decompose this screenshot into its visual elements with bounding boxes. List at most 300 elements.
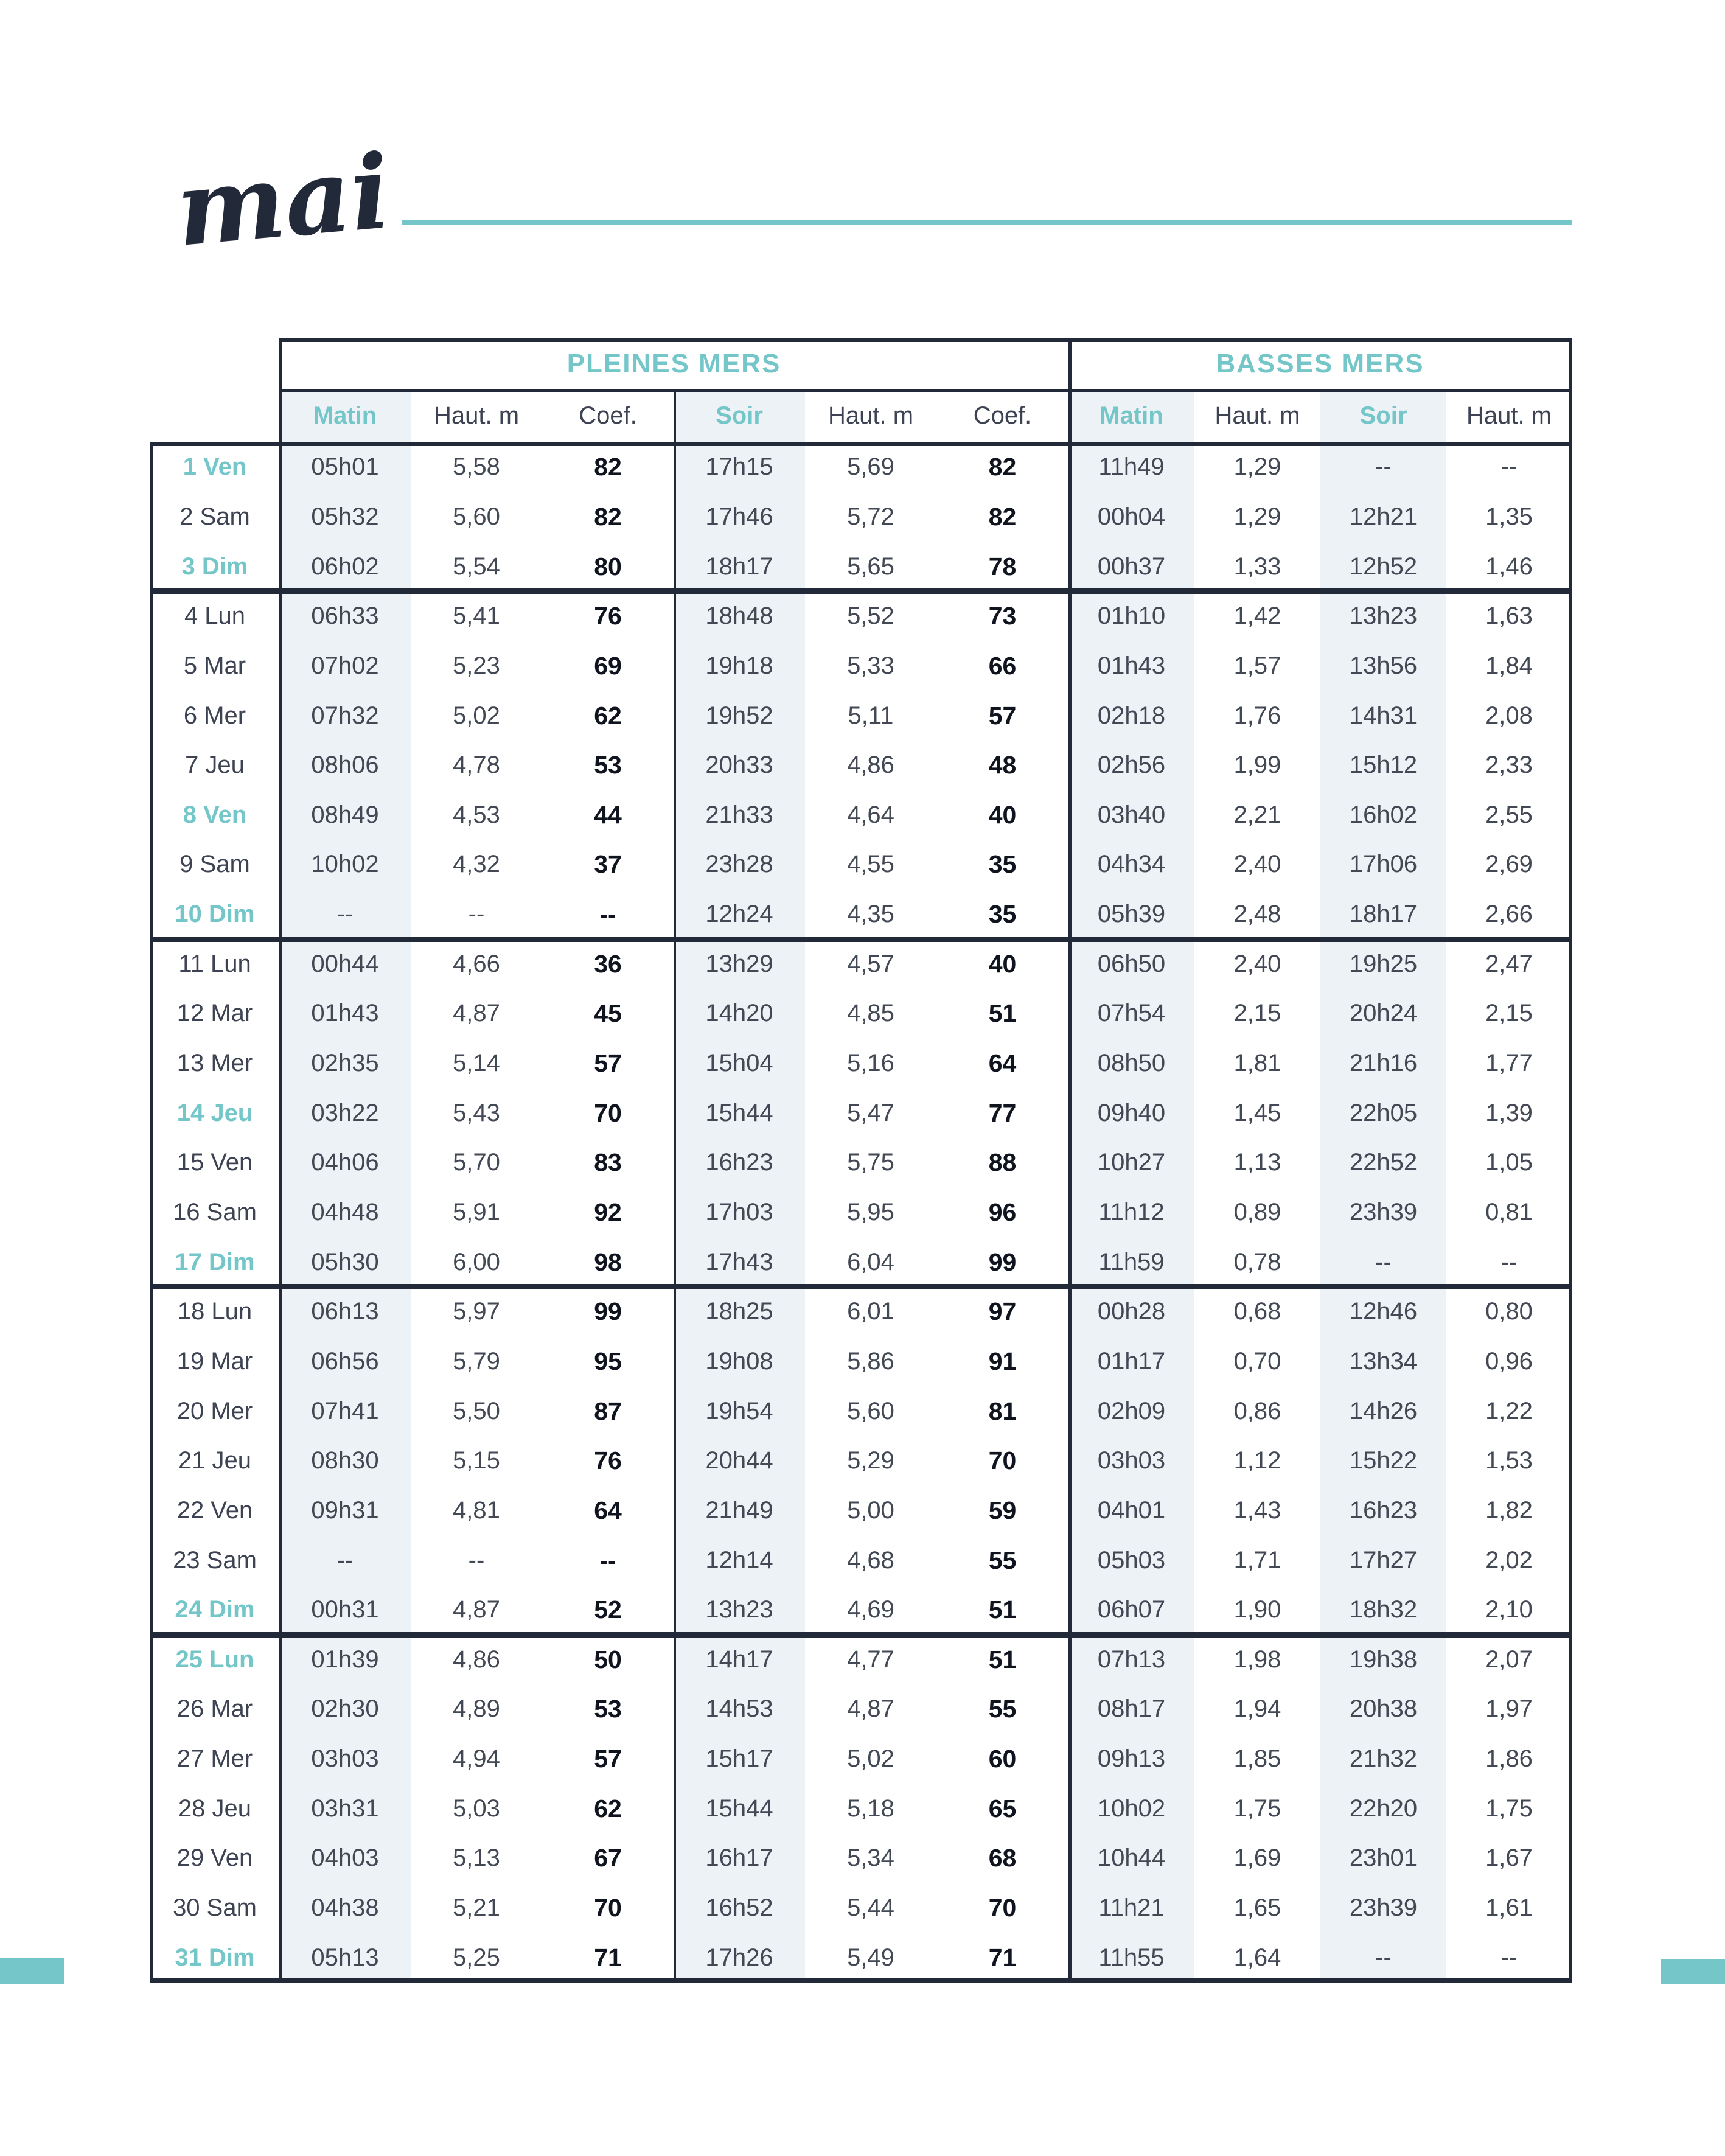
pm-matin-time: 07h02	[311, 652, 379, 679]
bm-soir-height: 1,35	[1485, 503, 1533, 530]
day-cell: 5 Mar	[183, 652, 246, 679]
pm-soir-coef: 99	[988, 1247, 1017, 1276]
pm-matin-coef: 71	[594, 1943, 622, 1972]
table-border-bottom	[150, 1978, 1572, 1983]
day-cell: 25 Lun	[175, 1645, 254, 1673]
bm-matin-height: 1,45	[1233, 1099, 1281, 1126]
pm-matin-height: 5,54	[453, 553, 500, 580]
pm-matin-time: 04h48	[311, 1198, 379, 1226]
day-cell: 26 Mar	[176, 1695, 253, 1723]
day-cell: 23 Sam	[173, 1546, 257, 1574]
col-header-soir: Soir	[716, 402, 763, 429]
bm-soir-time: 13h56	[1349, 652, 1418, 679]
pm-matin-time: 09h31	[311, 1496, 379, 1524]
table-border-left-daycol	[150, 442, 153, 1983]
pm-matin-time: 06h56	[311, 1347, 379, 1375]
day-cell: 9 Sam	[179, 851, 250, 878]
table-border-top	[279, 338, 1572, 342]
pm-matin-coef: 92	[594, 1198, 622, 1226]
bm-soir-time: 15h22	[1349, 1447, 1418, 1474]
pm-soir-height: 5,60	[847, 1397, 894, 1425]
bm-soir-height: --	[1500, 453, 1518, 481]
pm-matin-height: 4,87	[453, 1596, 500, 1624]
pm-matin-coef: 80	[594, 552, 622, 581]
pm-matin-time: 03h03	[311, 1745, 379, 1773]
bm-soir-time: 21h32	[1349, 1745, 1418, 1773]
bm-matin-time: 02h56	[1097, 752, 1166, 779]
pm-soir-time: 14h53	[705, 1695, 773, 1723]
pm-matin-coef: 99	[594, 1297, 622, 1326]
pm-soir-coef: 60	[988, 1745, 1017, 1773]
pm-soir-coef: 66	[988, 651, 1017, 680]
bm-matin-time: 11h59	[1098, 1248, 1165, 1275]
bm-soir-height: 0,81	[1485, 1198, 1533, 1226]
pm-soir-height: 6,01	[847, 1298, 894, 1325]
bm-matin-height: 0,78	[1233, 1248, 1281, 1275]
day-cell: 14 Jeu	[176, 1099, 253, 1126]
pm-soir-coef: 51	[988, 1645, 1017, 1673]
pm-matin-height: 5,14	[453, 1050, 500, 1077]
bm-soir-time: 19h38	[1349, 1645, 1418, 1673]
bm-matin-time: 09h40	[1097, 1099, 1166, 1126]
bm-soir-height: 0,96	[1485, 1347, 1533, 1375]
day-cell: 22 Ven	[176, 1496, 253, 1524]
bm-soir-height: 1,63	[1485, 602, 1533, 630]
pm-soir-coef: 81	[988, 1397, 1017, 1425]
bm-soir-time: 13h34	[1349, 1347, 1418, 1375]
bm-matin-time: 10h02	[1097, 1795, 1166, 1822]
pm-matin-time: 01h43	[311, 1000, 379, 1027]
bm-soir-height: 1,82	[1485, 1496, 1533, 1524]
pm-soir-time: 15h44	[705, 1099, 773, 1126]
bm-soir-height: 0,80	[1485, 1298, 1533, 1325]
bm-matin-time: 01h17	[1097, 1347, 1166, 1375]
pm-matin-time: 05h01	[311, 453, 379, 481]
pm-soir-time: 23h28	[705, 851, 773, 878]
pm-matin-coef: 57	[594, 1049, 622, 1078]
title-underline	[402, 220, 1572, 225]
day-cell: 2 Sam	[179, 503, 250, 530]
pm-matin-height: 5,50	[453, 1397, 500, 1425]
table-divider-coef-soir	[674, 389, 676, 1983]
week-separator-line	[150, 937, 1572, 942]
pm-soir-height: 5,00	[847, 1496, 894, 1524]
bm-soir-time: 15h12	[1349, 752, 1418, 779]
pm-soir-coef: 82	[988, 453, 1017, 481]
bm-soir-time: 23h39	[1349, 1198, 1418, 1226]
pm-soir-time: 16h52	[705, 1894, 773, 1922]
pm-matin-coef: 69	[594, 651, 622, 680]
bm-matin-height: 1,75	[1233, 1795, 1281, 1822]
pm-matin-time: 04h38	[311, 1894, 379, 1922]
pm-matin-coef: 53	[594, 751, 622, 780]
bm-matin-height: 0,86	[1233, 1397, 1281, 1425]
day-cell: 30 Sam	[173, 1894, 257, 1922]
bm-soir-time: 22h05	[1349, 1099, 1418, 1126]
bm-matin-height: 1,42	[1233, 602, 1281, 630]
pm-matin-coef: 95	[594, 1347, 622, 1375]
pm-matin-height: 5,13	[453, 1844, 500, 1872]
pm-matin-coef: 62	[594, 701, 622, 730]
day-cell: 17 Dim	[175, 1248, 255, 1275]
pm-matin-time: 03h22	[311, 1099, 379, 1126]
bm-matin-time: 08h50	[1097, 1050, 1166, 1077]
bm-soir-height: 2,15	[1485, 1000, 1533, 1027]
bm-matin-height: 1,85	[1233, 1745, 1281, 1773]
pm-soir-coef: 71	[988, 1943, 1017, 1972]
bm-soir-height: 2,33	[1485, 752, 1533, 779]
bm-soir-height: 2,47	[1485, 950, 1533, 977]
bm-soir-time: 16h23	[1349, 1496, 1418, 1524]
pm-soir-coef: 70	[988, 1446, 1017, 1475]
bm-matin-time: 11h55	[1098, 1944, 1165, 1971]
day-cell: 7 Jeu	[185, 752, 245, 779]
pm-soir-coef: 55	[988, 1546, 1017, 1574]
day-cell: 12 Mar	[176, 1000, 253, 1027]
pm-soir-height: 4,85	[847, 1000, 894, 1027]
pm-matin-coef: 70	[594, 1894, 622, 1922]
day-cell: 4 Lun	[184, 602, 246, 630]
pm-matin-coef: 70	[594, 1098, 622, 1127]
week-separator-line	[150, 588, 1572, 594]
pm-matin-height: 5,60	[453, 503, 500, 530]
bm-matin-height: 1,65	[1233, 1894, 1281, 1922]
col-header-matin: Matin	[313, 402, 377, 429]
day-cell: 27 Mer	[176, 1745, 253, 1773]
bm-matin-time: 05h03	[1097, 1546, 1166, 1574]
bm-matin-height: 2,48	[1233, 901, 1281, 928]
col-header-hautm: Haut. m	[433, 402, 520, 429]
bm-soir-time: 14h26	[1349, 1397, 1418, 1425]
bm-soir-time: 19h25	[1349, 950, 1418, 977]
day-cell: 24 Dim	[175, 1596, 255, 1624]
bm-matin-time: 01h43	[1097, 652, 1166, 679]
pm-matin-time: 04h03	[311, 1844, 379, 1872]
bm-soir-height: 2,02	[1485, 1546, 1533, 1574]
pm-matin-height: 4,86	[453, 1645, 500, 1673]
pm-matin-time: 03h31	[311, 1795, 379, 1822]
bm-matin-height: 0,68	[1233, 1298, 1281, 1325]
pm-soir-height: 5,29	[847, 1447, 894, 1474]
pm-soir-height: 6,04	[847, 1248, 894, 1275]
pm-matin-coef: --	[599, 900, 616, 929]
bm-matin-height: 2,40	[1233, 851, 1281, 878]
bm-soir-time: --	[1375, 453, 1392, 481]
day-cell: 3 Dim	[181, 553, 248, 580]
day-cell: 1 Ven	[183, 453, 247, 481]
bm-matin-time: 07h13	[1097, 1645, 1166, 1673]
pm-soir-coef: 51	[988, 1596, 1017, 1624]
bm-matin-height: 1,64	[1233, 1944, 1281, 1971]
bm-matin-time: 10h27	[1097, 1149, 1166, 1176]
day-cell: 6 Mer	[183, 702, 246, 729]
day-cell: 13 Mer	[176, 1050, 253, 1077]
pm-matin-time: 10h02	[311, 851, 379, 878]
pm-matin-coef: 64	[594, 1496, 622, 1524]
bm-matin-time: 00h37	[1097, 553, 1166, 580]
pm-soir-coef: 73	[988, 602, 1017, 630]
pm-matin-height: 4,32	[453, 851, 500, 878]
pm-soir-coef: 40	[988, 949, 1017, 978]
pm-soir-coef: 78	[988, 552, 1017, 581]
pm-soir-height: 5,72	[847, 503, 894, 530]
bm-matin-height: 1,57	[1233, 652, 1281, 679]
pm-soir-time: 12h14	[705, 1546, 773, 1574]
pm-soir-height: 4,57	[847, 950, 894, 977]
pm-matin-coef: 57	[594, 1745, 622, 1773]
bm-matin-time: 06h50	[1097, 950, 1166, 977]
pm-matin-height: 5,03	[453, 1795, 500, 1822]
bm-soir-height: 2,55	[1485, 801, 1533, 828]
pm-matin-height: 6,00	[453, 1248, 500, 1275]
bm-matin-height: 1,29	[1233, 503, 1281, 530]
pm-soir-time: 18h17	[705, 553, 773, 580]
pm-soir-time: 17h26	[705, 1944, 773, 1971]
pm-soir-time: 16h23	[705, 1149, 773, 1176]
pm-matin-height: 5,79	[453, 1347, 500, 1375]
bm-soir-height: 1,39	[1485, 1099, 1533, 1126]
day-cell: 18 Lun	[177, 1298, 253, 1325]
pm-matin-height: 4,81	[453, 1496, 500, 1524]
pm-matin-coef: 87	[594, 1397, 622, 1425]
pm-soir-coef: 59	[988, 1496, 1017, 1524]
pm-matin-height: 5,15	[453, 1447, 500, 1474]
bm-soir-height: 1,84	[1485, 652, 1533, 679]
corner-rect-left	[0, 1958, 64, 1984]
pm-matin-height: 5,41	[453, 602, 500, 630]
pm-matin-height: 5,97	[453, 1298, 500, 1325]
bm-soir-time: 18h17	[1349, 901, 1418, 928]
col-header-hautm: Haut. m	[1466, 402, 1552, 429]
pm-matin-time: --	[336, 1546, 354, 1574]
section-title-pleines-mers: PLEINES MERS	[566, 348, 781, 379]
pm-soir-time: 18h48	[705, 602, 773, 630]
pm-matin-height: 4,66	[453, 950, 500, 977]
pm-matin-time: 00h31	[311, 1596, 379, 1624]
pm-soir-time: 14h17	[705, 1645, 773, 1673]
day-cell: 16 Sam	[173, 1198, 257, 1226]
bm-matin-height: 1,99	[1233, 752, 1281, 779]
pm-matin-coef: 36	[594, 949, 622, 978]
bm-soir-height: --	[1500, 1248, 1518, 1275]
pm-matin-time: 06h02	[311, 553, 379, 580]
week-separator-line	[150, 1632, 1572, 1638]
col-header-matin: Matin	[1099, 402, 1163, 429]
pm-matin-height: 4,89	[453, 1695, 500, 1723]
pm-soir-height: 5,49	[847, 1944, 894, 1971]
bm-soir-time: --	[1375, 1944, 1392, 1971]
pm-soir-coef: 51	[988, 999, 1017, 1028]
pm-matin-time: --	[336, 901, 354, 928]
bm-matin-height: 1,90	[1233, 1596, 1281, 1624]
pm-soir-height: 4,87	[847, 1695, 894, 1723]
pm-soir-height: 5,95	[847, 1198, 894, 1226]
pm-matin-height: 4,53	[453, 801, 500, 828]
col-header-coef: Coef.	[579, 402, 637, 429]
pm-matin-height: 4,94	[453, 1745, 500, 1773]
bm-soir-time: 20h24	[1349, 1000, 1418, 1027]
corner-rect-right	[1661, 1959, 1725, 1984]
day-cell: 8 Ven	[183, 801, 247, 828]
bm-soir-height: 1,22	[1485, 1397, 1533, 1425]
pm-matin-coef: 98	[594, 1247, 622, 1276]
pm-soir-coef: 97	[988, 1297, 1017, 1326]
pm-soir-height: 5,52	[847, 602, 894, 630]
bm-matin-time: 00h28	[1097, 1298, 1166, 1325]
month-title: mai	[172, 131, 395, 270]
table-border-right	[1569, 338, 1572, 1983]
pm-matin-coef: 45	[594, 999, 622, 1028]
bm-matin-height: 1,94	[1233, 1695, 1281, 1723]
pm-soir-coef: 70	[988, 1894, 1017, 1922]
pm-soir-time: 19h52	[705, 702, 773, 729]
bm-soir-height: 1,86	[1485, 1745, 1533, 1773]
bm-soir-height: 1,75	[1485, 1795, 1533, 1822]
pm-soir-height: 5,69	[847, 453, 894, 481]
pm-matin-time: 00h44	[311, 950, 379, 977]
table-divider-sections	[1068, 338, 1072, 1983]
col-header-soir: Soir	[1359, 402, 1407, 429]
pm-soir-height: 4,35	[847, 901, 894, 928]
bm-matin-height: 2,15	[1233, 1000, 1281, 1027]
pm-soir-time: 21h49	[705, 1496, 773, 1524]
col-header-hautm: Haut. m	[1214, 402, 1300, 429]
bm-matin-height: 1,33	[1233, 553, 1281, 580]
pm-matin-coef: 82	[594, 453, 622, 481]
pm-soir-coef: 68	[988, 1844, 1017, 1872]
bm-matin-height: 0,89	[1233, 1198, 1281, 1226]
day-cell: 10 Dim	[175, 901, 255, 928]
pm-soir-time: 15h17	[705, 1745, 773, 1773]
week-separator-line	[150, 1284, 1572, 1289]
bm-soir-time: 12h46	[1349, 1298, 1418, 1325]
bm-matin-time: 03h40	[1097, 801, 1166, 828]
pm-soir-coef: 96	[988, 1198, 1017, 1226]
pm-soir-coef: 48	[988, 751, 1017, 780]
pm-soir-coef: 57	[988, 701, 1017, 730]
bm-matin-height: 2,40	[1233, 950, 1281, 977]
pm-soir-height: 5,34	[847, 1844, 894, 1872]
pm-soir-time: 12h24	[705, 901, 773, 928]
pm-soir-time: 21h33	[705, 801, 773, 828]
pm-matin-time: 01h39	[311, 1645, 379, 1673]
pm-soir-coef: 40	[988, 800, 1017, 829]
bm-matin-height: 0,70	[1233, 1347, 1281, 1375]
table-rule-under-titles	[279, 389, 1572, 392]
bm-soir-time: 17h06	[1349, 851, 1418, 878]
pm-soir-height: 5,44	[847, 1894, 894, 1922]
pm-soir-height: 5,33	[847, 652, 894, 679]
pm-soir-height: 4,69	[847, 1596, 894, 1624]
pm-matin-time: 05h32	[311, 503, 379, 530]
pm-matin-coef: 53	[594, 1695, 622, 1723]
pm-soir-time: 19h54	[705, 1397, 773, 1425]
pm-matin-time: 08h49	[311, 801, 379, 828]
pm-matin-height: 5,25	[453, 1944, 500, 1971]
pm-soir-time: 15h04	[705, 1050, 773, 1077]
pm-matin-height: 4,87	[453, 1000, 500, 1027]
pm-matin-height: 5,70	[453, 1149, 500, 1176]
bm-soir-time: 18h32	[1349, 1596, 1418, 1624]
pm-matin-coef: 76	[594, 602, 622, 630]
pm-matin-time: 08h06	[311, 752, 379, 779]
bm-soir-time: 22h52	[1349, 1149, 1418, 1176]
bm-matin-time: 01h10	[1097, 602, 1166, 630]
pm-soir-coef: 77	[988, 1098, 1017, 1127]
col-header-coef: Coef.	[973, 402, 1032, 429]
bm-soir-height: 1,53	[1485, 1447, 1533, 1474]
pm-matin-time: 02h30	[311, 1695, 379, 1723]
bm-soir-height: 2,10	[1485, 1596, 1533, 1624]
pm-matin-coef: --	[599, 1546, 616, 1574]
pm-soir-height: 5,18	[847, 1795, 894, 1822]
section-title-basses-mers: BASSES MERS	[1216, 348, 1424, 379]
pm-soir-height: 4,86	[847, 752, 894, 779]
bm-soir-time: 22h20	[1349, 1795, 1418, 1822]
pm-matin-coef: 83	[594, 1148, 622, 1177]
bm-soir-time: 23h39	[1349, 1894, 1418, 1922]
bm-soir-height: 1,67	[1485, 1844, 1533, 1872]
bm-matin-time: 02h18	[1097, 702, 1166, 729]
bm-soir-height: 1,46	[1485, 553, 1533, 580]
bm-soir-height: 1,05	[1485, 1149, 1533, 1176]
pm-soir-time: 17h46	[705, 503, 773, 530]
bm-soir-time: 12h21	[1349, 503, 1418, 530]
bm-soir-height: 1,61	[1485, 1894, 1533, 1922]
day-cell: 15 Ven	[176, 1149, 253, 1176]
pm-matin-coef: 82	[594, 502, 622, 531]
bm-matin-time: 11h12	[1098, 1198, 1165, 1226]
bm-soir-height: --	[1500, 1944, 1518, 1971]
pm-matin-coef: 50	[594, 1645, 622, 1673]
pm-soir-time: 15h44	[705, 1795, 773, 1822]
pm-soir-time: 14h20	[705, 1000, 773, 1027]
pm-soir-height: 5,65	[847, 553, 894, 580]
bm-soir-time: --	[1375, 1248, 1392, 1275]
bm-matin-time: 10h44	[1097, 1844, 1166, 1872]
pm-soir-time: 13h29	[705, 950, 773, 977]
bm-soir-height: 2,69	[1485, 851, 1533, 878]
bm-matin-height: 1,76	[1233, 702, 1281, 729]
pm-matin-height: --	[468, 901, 485, 928]
pm-soir-time: 17h03	[705, 1198, 773, 1226]
pm-soir-height: 5,47	[847, 1099, 894, 1126]
day-cell: 19 Mar	[176, 1347, 253, 1375]
pm-soir-time: 20h33	[705, 752, 773, 779]
bm-matin-height: 1,29	[1233, 453, 1281, 481]
bm-matin-time: 06h07	[1097, 1596, 1166, 1624]
pm-matin-coef: 76	[594, 1446, 622, 1475]
pm-soir-height: 4,64	[847, 801, 894, 828]
pm-soir-time: 18h25	[705, 1298, 773, 1325]
pm-soir-coef: 35	[988, 900, 1017, 929]
bm-soir-height: 2,08	[1485, 702, 1533, 729]
bm-matin-time: 09h13	[1097, 1745, 1166, 1773]
pm-matin-time: 04h06	[311, 1149, 379, 1176]
pm-matin-time: 05h30	[311, 1248, 379, 1275]
pm-soir-coef: 82	[988, 502, 1017, 531]
bm-matin-time: 11h49	[1098, 453, 1165, 481]
bm-matin-height: 1,13	[1233, 1149, 1281, 1176]
day-cell: 29 Ven	[176, 1844, 253, 1872]
pm-soir-coef: 88	[988, 1148, 1017, 1177]
pm-soir-time: 17h43	[705, 1248, 773, 1275]
pm-soir-coef: 64	[988, 1049, 1017, 1078]
pm-matin-height: 5,21	[453, 1894, 500, 1922]
pm-matin-time: 08h30	[311, 1447, 379, 1474]
pm-matin-time: 07h41	[311, 1397, 379, 1425]
bm-soir-time: 16h02	[1349, 801, 1418, 828]
